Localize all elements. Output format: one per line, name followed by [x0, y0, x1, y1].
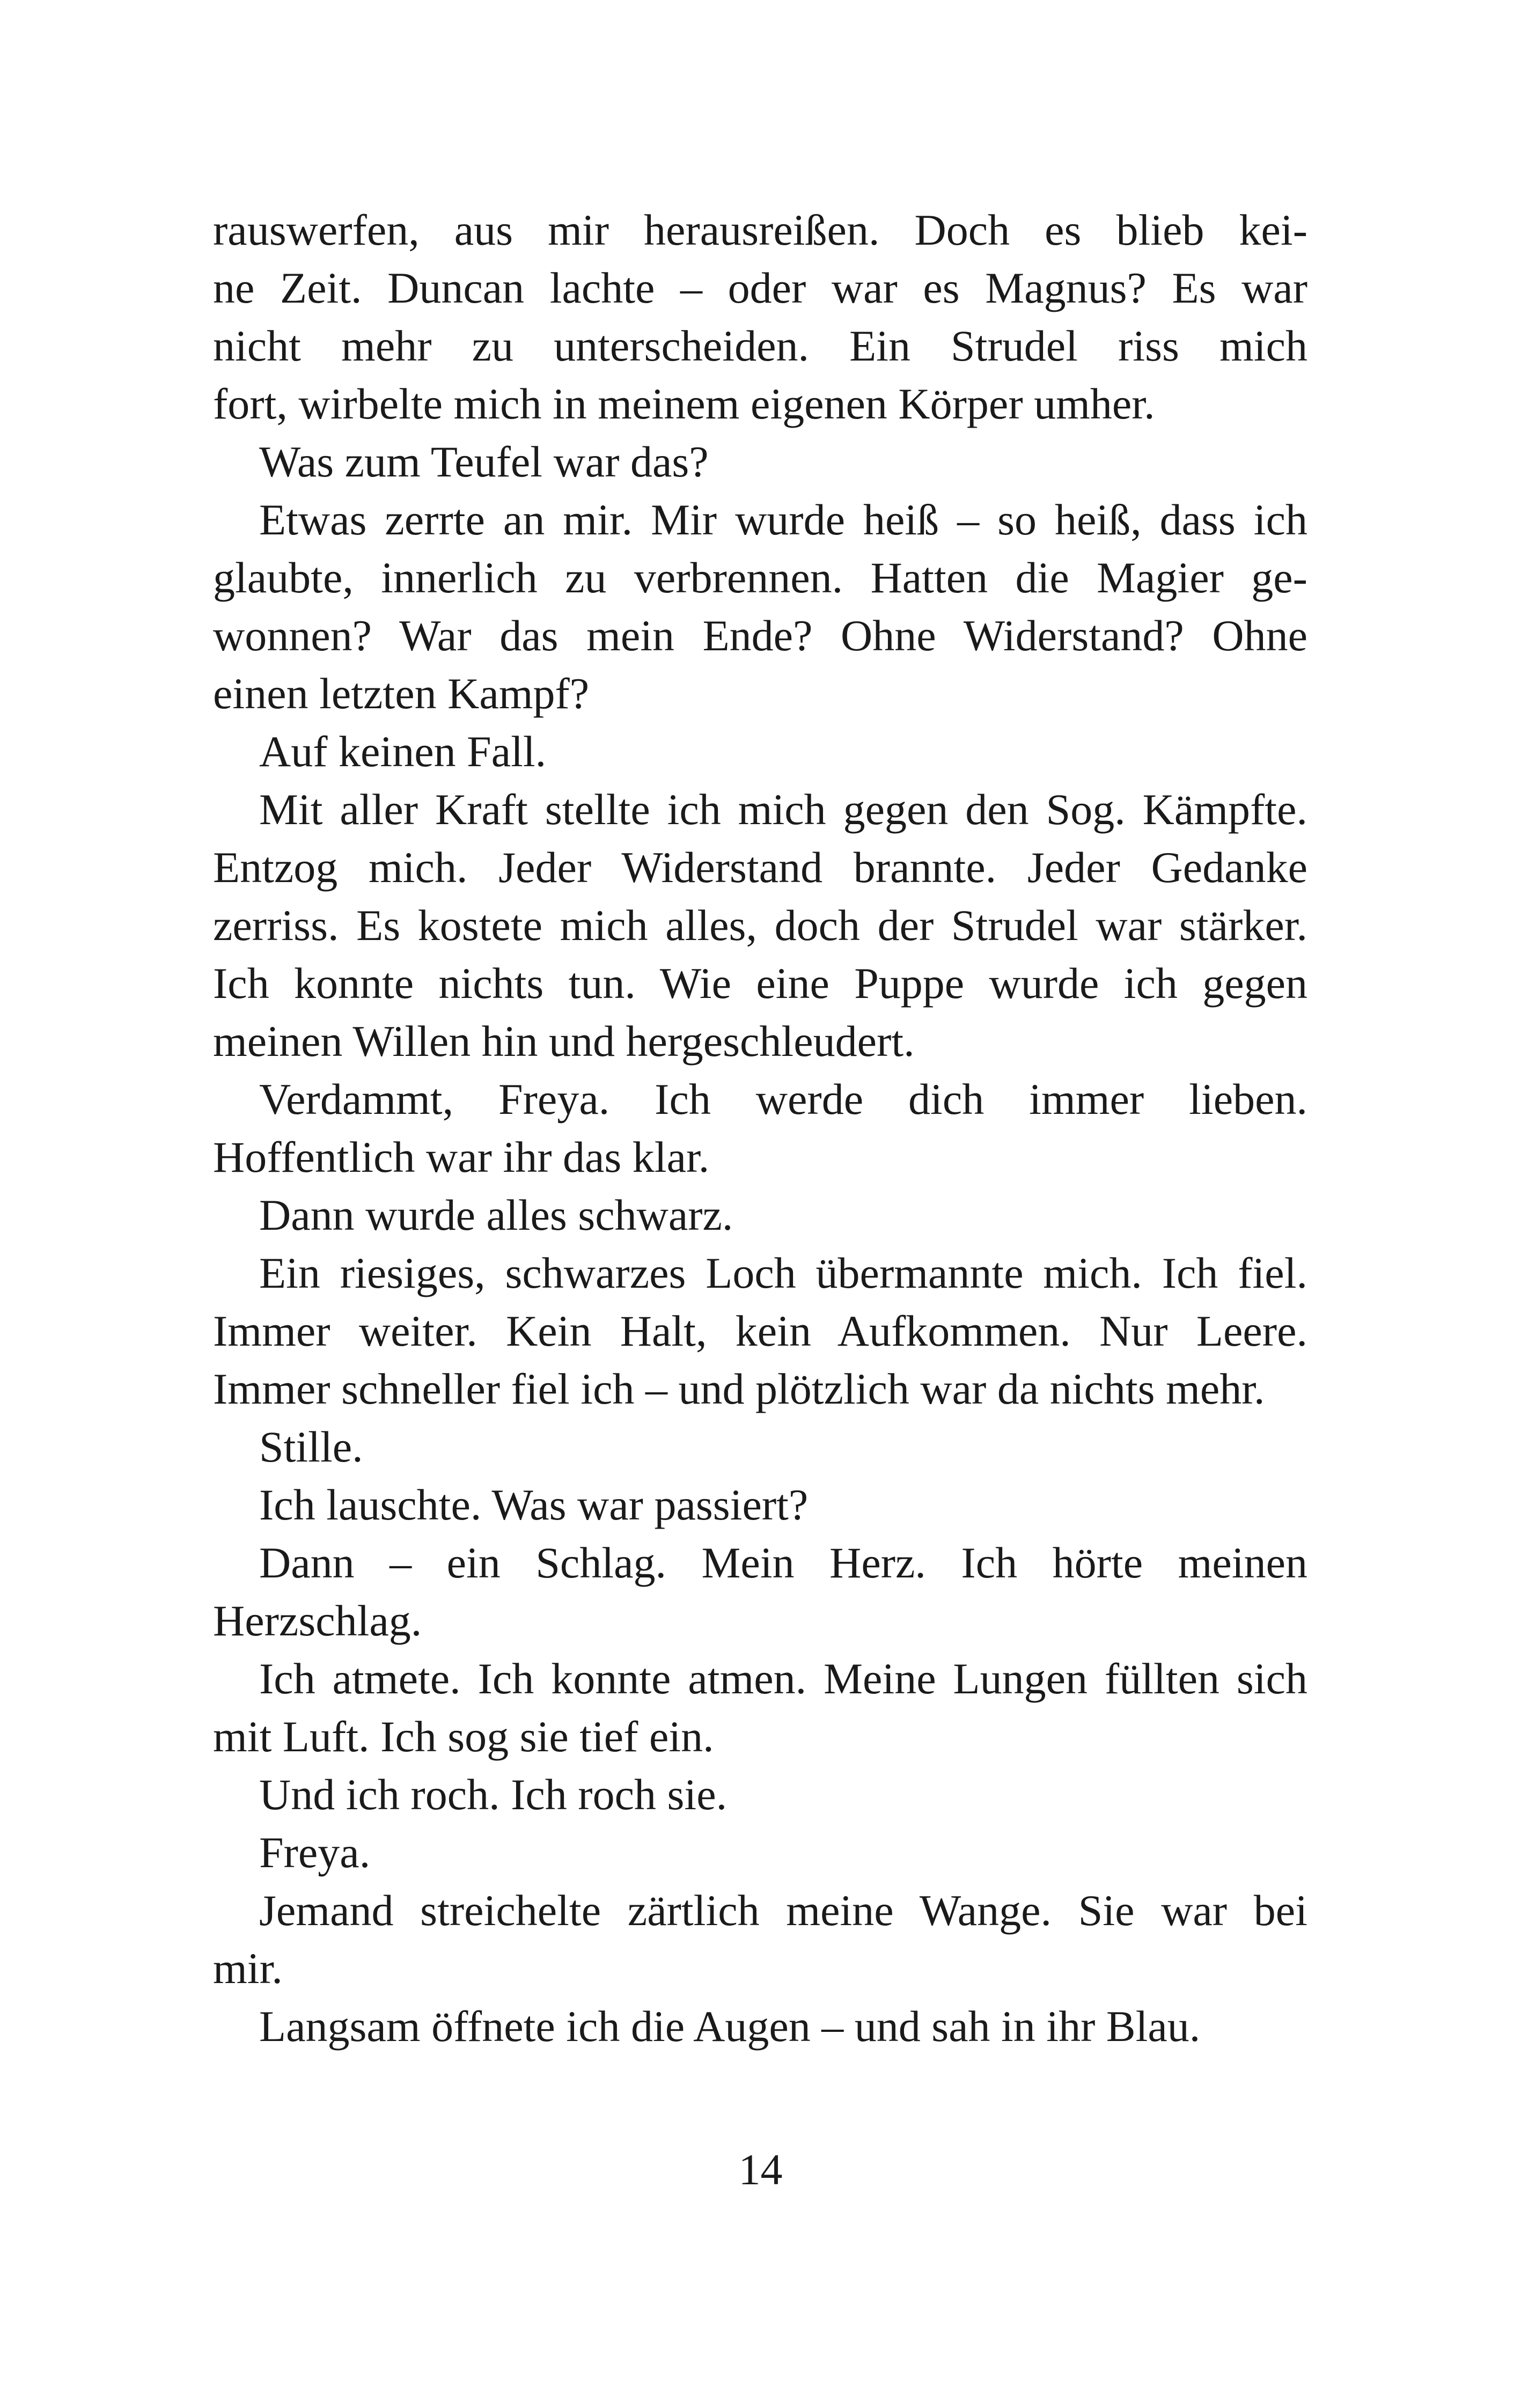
text-line: Ein riesiges, schwarzes Loch übermannte mich. Ich fiel. — [259, 1249, 1307, 1297]
text-line: Stille. — [259, 1422, 363, 1471]
text-line: zerriss. Es kostete mich alles, doch der Strudel war stärker. — [213, 901, 1307, 950]
text-line: Langsam öffnete ich die Augen – und sah in ihr Blau. — [259, 2002, 1201, 2051]
text-line: Dann wurde alles schwarz. — [259, 1191, 733, 1239]
text-line: ne Zeit. Duncan lachte – oder war es Magnus? Es war — [213, 263, 1307, 312]
text-line: Ich konnte nichts tun. Wie eine Puppe wurde ich gegen — [213, 959, 1307, 1008]
text-line: Ich atmete. Ich konnte atmen. Meine Lungen füllten sich — [259, 1654, 1307, 1703]
text-line: Immer schneller fiel ich – und plötzlich war da nichts mehr. — [213, 1364, 1265, 1413]
text-line: Immer weiter. Kein Halt, kein Aufkommen. Nur Leere. — [213, 1306, 1307, 1355]
text-line: Hoffentlich war ihr das klar. — [213, 1133, 710, 1181]
text-line: Mit aller Kraft stellte ich mich gegen den Sog. Kämpfte. — [259, 785, 1307, 834]
text-line: Was zum Teufel war das? — [259, 437, 709, 486]
text-line: einen letzten Kampf? — [213, 669, 590, 718]
text-line: Und ich roch. Ich roch sie. — [259, 1770, 728, 1819]
text-line: Etwas zerrte an mir. Mir wurde heiß – so heiß, dass ich — [259, 495, 1307, 544]
text-line: Jemand streichelte zärtlich meine Wange. Sie war bei — [259, 1886, 1307, 1935]
text-line: Ich lauschte. Was war passiert? — [259, 1480, 809, 1529]
text-line: fort, wirbelte mich in meinem eigenen Körper umher. — [213, 379, 1155, 428]
text-line: Verdammt, Freya. Ich werde dich immer lieben. — [259, 1075, 1307, 1124]
text-line: Entzog mich. Jeder Widerstand brannte. Jeder Gedanke — [213, 843, 1307, 892]
text-line: Auf keinen Fall. — [259, 727, 547, 776]
text-line: nicht mehr zu unterscheiden. Ein Strudel riss mich — [213, 321, 1307, 370]
text-line: Herzschlag. — [213, 1596, 422, 1645]
text-line: glaubte, innerlich zu verbrennen. Hatten die Magier ge- — [213, 553, 1307, 602]
body-text — [213, 201, 1307, 2055]
text-line: wonnen? War das mein Ende? Ohne Widerstand? Ohne — [213, 611, 1307, 660]
text-line: Dann – ein Schlag. Mein Herz. Ich hörte meinen — [259, 1538, 1307, 1587]
text-line: mir. — [213, 1944, 283, 1993]
text-line: mit Luft. Ich sog sie tief ein. — [213, 1712, 714, 1761]
page-number: 14 — [738, 2145, 783, 2194]
text-line: Freya. — [259, 1828, 371, 1877]
text-line: meinen Willen hin und hergeschleudert. — [213, 1017, 915, 1066]
text-line: rauswerfen, aus mir herausreißen. Doch es blieb kei- — [213, 205, 1307, 254]
